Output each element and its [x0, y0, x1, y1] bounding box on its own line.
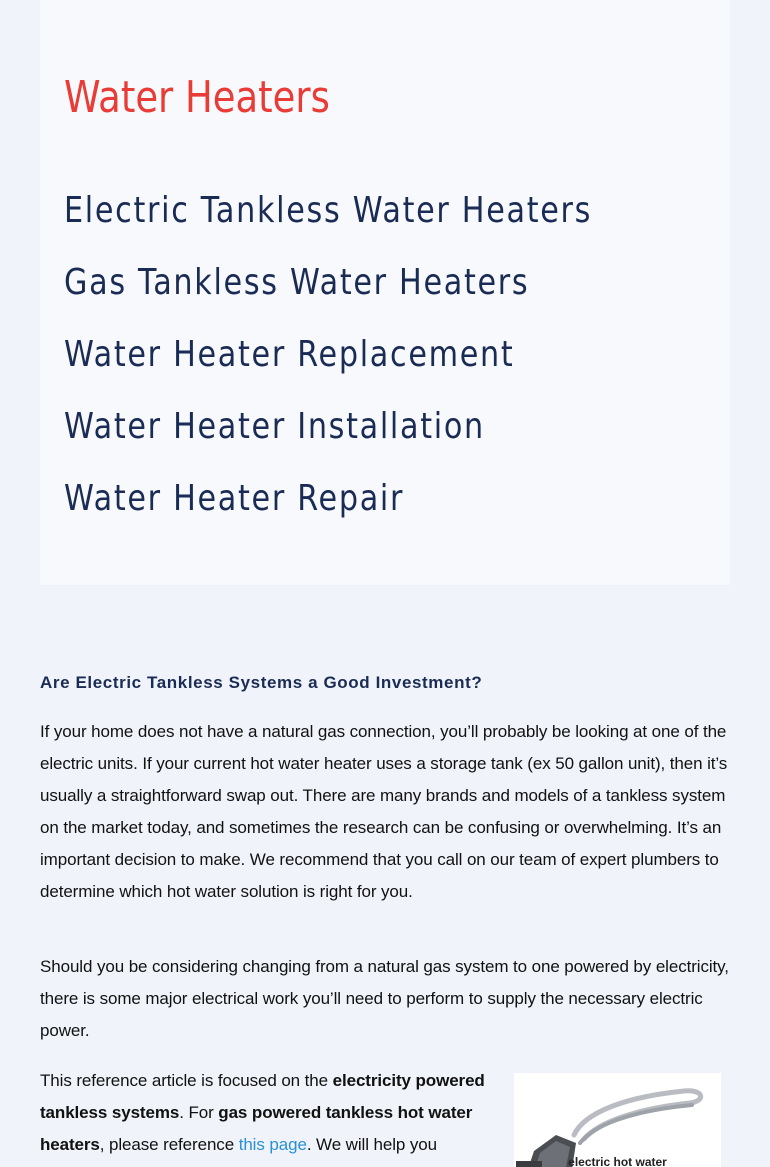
reference-after-text: , please reference [99, 1135, 239, 1154]
menu-item [64, 474, 693, 546]
heating-element-illustration [514, 1073, 721, 1167]
electric-heating-element-image [514, 1073, 721, 1167]
bold-electric-systems: electricity powered tankless systems [40, 1071, 485, 1122]
bold-gas-heaters: gas powered tankless hot water heaters [40, 1103, 473, 1154]
menu-link-installation[interactable]: Water Heater Installation [64, 406, 485, 447]
paragraph-electric-units: If your home does not have a natural gas connection, you’ll probably be looking at one of the electric units. If your current hot water heater uses a storage tank (ex 50 gallon unit), then it’s usually a straightforward swap out. There are many brands and models of a tankless system on the market today, and sometimes the research can be confusing or overwhelming. It’s an important decision to make. We recommend that you call on our team of expert plumbers to determine which hot water solution is right for you. [40, 722, 728, 901]
menu-item [64, 330, 693, 402]
menu-link-repair[interactable]: Water Heater Repair [64, 478, 405, 519]
paragraph-reference [40, 1065, 505, 1161]
menu-item [64, 402, 693, 474]
reference-end-text: . We will help you [306, 1135, 437, 1154]
menu-link-replacement[interactable]: Water Heater Replacement [64, 334, 515, 375]
paragraph-gas-to-electric: Should you be considering changing from a natural gas system to one powered by electricity, there is some major electrical work you’ll need to perform to supply the necessary electric power. [40, 957, 729, 1040]
this-page-link[interactable]: this page [238, 1135, 307, 1154]
menu-item [64, 258, 693, 330]
water-heaters-menu-card [40, 0, 730, 585]
reference-intro-text: This reference article is focused on the [40, 1071, 333, 1090]
image-caption: electric hot water [568, 1155, 667, 1167]
menu-link-gas-tankless[interactable]: Gas Tankless Water Heaters [64, 262, 530, 303]
menu-item [64, 186, 693, 258]
menu-title: Water Heaters [64, 72, 330, 123]
menu-link-electric-tankless[interactable]: Electric Tankless Water Heaters [64, 190, 593, 231]
reference-mid-text: . For [179, 1103, 219, 1122]
section-heading: Are Electric Tankless Systems a Good Investment? [40, 673, 483, 692]
water-heaters-menu [64, 186, 693, 546]
